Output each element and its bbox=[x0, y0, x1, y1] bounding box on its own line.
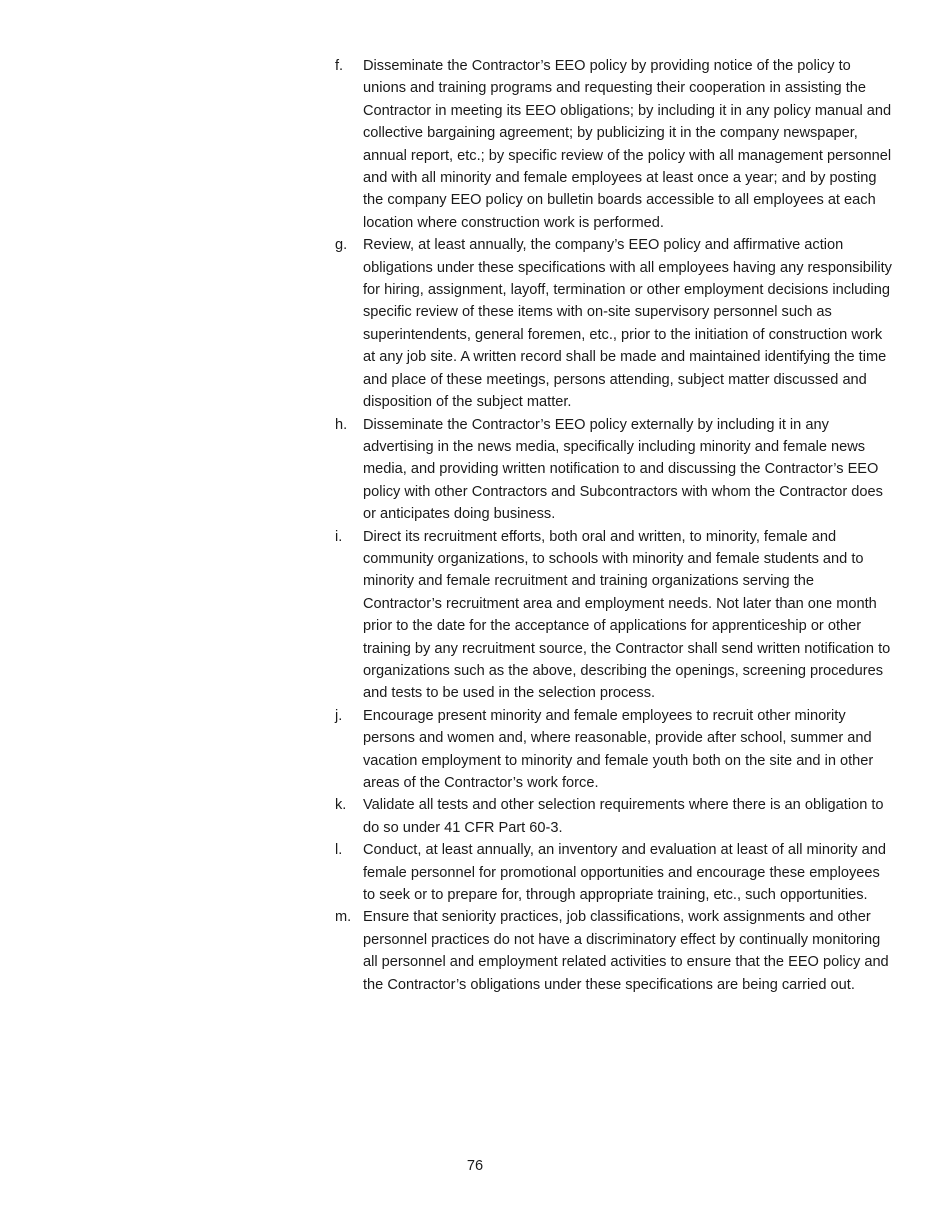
list-item bbox=[335, 414, 895, 526]
list-item bbox=[335, 234, 895, 413]
list-item bbox=[335, 794, 895, 839]
list-item-text: Disseminate the Contractor’s EEO policy by providing notice of the policy to unions and training programs and requesting their cooperation in assisting the Contractor in meeting its EEO obligations; by including it in any policy manual and collective bargaining agreement; by publicizing it in the company newspaper, annual report, etc.; by specific review of the policy with all management personnel and with all minority and female employees at least once a year; and by posting the company EEO policy on bulletin boards accessible to all employees at each location where construction work is performed. bbox=[363, 58, 892, 231]
list-item-marker: i. bbox=[335, 528, 343, 545]
list-item-text: Validate all tests and other selection requirements where there is an obligation to do so under 41 CFR Part 60-3. bbox=[363, 797, 884, 836]
list-item-text: Conduct, at least annually, an inventory and evaluation at least of all minority and female personnel for promotional opportunities and encourage these employees to seek or to prepare for, through appropriate training, etc., such opportunities. bbox=[363, 842, 886, 904]
list-item-marker: g. bbox=[335, 237, 348, 254]
list-item-text: Review, at least annually, the company’s EEO policy and affirmative action obligations under these specifications with all employees having any responsibility for hiring, assignment, layoff, termination or other employment decisions including specific review of these items with on-site supervisory personnel such as superintendents, general foremen, etc., prior to the initiation of construction work at any job site. A written record shall be made and maintained identifying the time and place of these meetings, persons attending, subject matter discussed and disposition of the subject matter. bbox=[363, 237, 892, 411]
list-item-text: Ensure that seniority practices, job classifications, work assignments and other personnel practices do not have a discriminatory effect by continually monitoring all personnel and employment related activities to ensure that the EEO policy and the Contractor’s obligations under these specifications are being carried out. bbox=[363, 909, 889, 993]
list-item-text: Disseminate the Contractor’s EEO policy externally by including it in any advertising in the news media, specifically including minority and female news media, and providing written notification to and discussing the Contractor’s EEO policy with other Contractors and Subcontractors with whom the Contractor does or anticipates doing business. bbox=[363, 416, 883, 523]
list-item-text: Encourage present minority and female employees to recruit other minority persons and women and, where reasonable, provide after school, summer and vacation employment to minority and female youth both on the site and in other areas of the Contractor’s work force. bbox=[363, 707, 874, 791]
list-item-marker: h. bbox=[335, 416, 348, 433]
list-item-marker: j. bbox=[335, 707, 343, 724]
list-item bbox=[335, 705, 895, 795]
list-item-text: Direct its recruitment efforts, both oral and written, to minority, female and community organizations, to schools with minority and female students and to minority and female recruitment and training organizations serving the Contractor’s recruitment area and employment needs. Not later than one month prior to the date for the acceptance of applications for apprenticeship or other training by any recruitment source, the Contractor shall send written notification to organizations such as the above, describing the openings, screening procedures and tests to be used in the selection process. bbox=[363, 528, 891, 702]
list-item-marker: l. bbox=[335, 842, 343, 859]
list-item-marker: f. bbox=[335, 58, 344, 74]
list-item-marker: m. bbox=[335, 909, 352, 926]
list-item bbox=[335, 906, 895, 996]
list-item bbox=[335, 839, 895, 906]
list-item-marker: k. bbox=[335, 797, 347, 814]
page-number: 76 bbox=[466, 1158, 484, 1174]
requirements-list bbox=[335, 55, 895, 996]
list-item bbox=[335, 526, 895, 705]
list-item bbox=[335, 55, 895, 234]
